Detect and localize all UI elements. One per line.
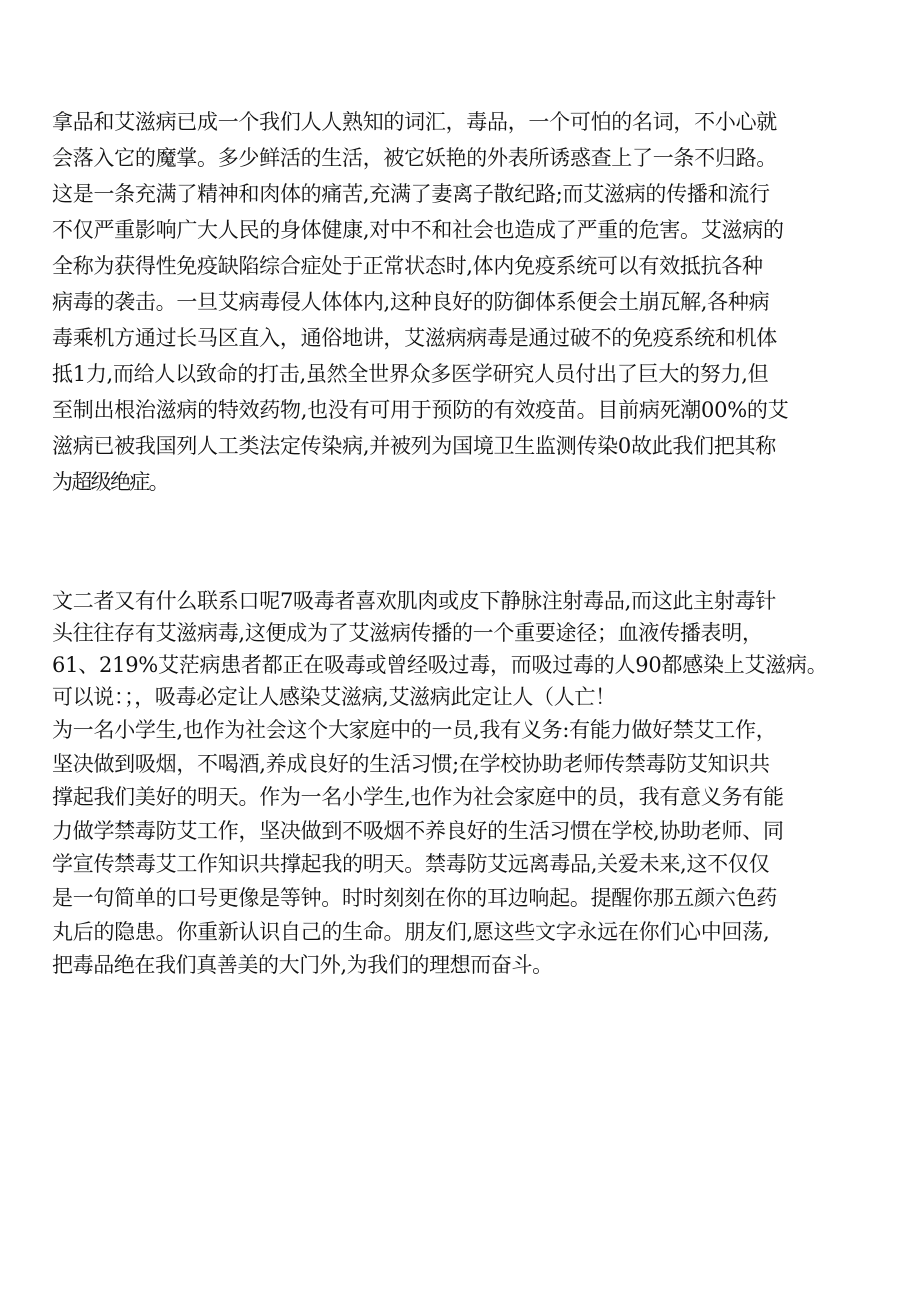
text-line: 不仅严重影响广大人民的身体健康,对中不和社会也造成了严重的危害。艾滋病的 bbox=[52, 218, 784, 242]
text-line: 为超级绝症。 bbox=[52, 470, 168, 494]
text-line: 学宣传禁毒艾工作知识共撑起我的明天。禁毒防艾远离毒品,关爱未来,这不仅仅 bbox=[52, 852, 770, 877]
paragraph-student-pledge bbox=[52, 714, 892, 983]
paragraph-drug-aids-link bbox=[52, 585, 892, 714]
text-line: 会落入它的魔掌。多少鲜活的生活，被它妖艳的外表所诱惑查上了一条不归路。 bbox=[52, 146, 777, 170]
text-line: 滋病已被我国列人工类法定传染病,并被列为国境卫生监测传染0故此我们把其称 bbox=[52, 434, 777, 458]
text-line: 抵1力,而给人以致命的打击,虽然全世界众多医学研究人员付出了巨大的努力,但 bbox=[52, 362, 769, 386]
text-line: 把毒品绝在我们真善美的大门外,为我们的理想而奋斗。 bbox=[52, 953, 553, 978]
text-line: 为一名小学生,也作为社会这个大家庭中的一员,我有义务:有能力做好禁艾工作， bbox=[52, 718, 777, 742]
text-line: 力做学禁毒防艾工作，坚决做到不吸烟不养良好的生活习惯在学校,协助老师、同 bbox=[52, 818, 784, 843]
text-line: 61、219%艾茫病患者都正在吸毒或曾经吸过毒，而吸过毒的人90都感染上艾滋病。 bbox=[52, 653, 828, 677]
text-line: 拿品和艾滋病已成一个我们人人熟知的词汇，毒品，一个可怕的名词，不小心就 bbox=[52, 110, 777, 134]
text-line: 这是一条充满了精神和肉体的痛苦,充满了妻离子散纪路;而艾滋病的传播和流行 bbox=[52, 182, 770, 206]
text-line: 丸后的隐患。你重新认识自己的生命。朋友们,愿这些文字永远在你们心中回荡, bbox=[52, 919, 770, 944]
text-line: 病毒的袭击。一旦艾病毒侵人体体内,这种良好的防御体系便会土崩瓦解,各种病 bbox=[52, 290, 770, 314]
text-line: 撑起我们美好的明天。作为一名小学生,也作为社会家庭中的员，我有意义务有能 bbox=[52, 785, 784, 810]
text-line: 是一句简单的口号更像是等钟。时时刻刻在你的耳边响起。提醒你那五颜六色药 bbox=[52, 885, 777, 910]
text-line: 坚决做到吸烟，不喝酒,养成良好的生活习惯;在学校协助老师传禁毒防艾知识共 bbox=[52, 751, 770, 776]
text-line: 至制出根治滋病的特效药物,也没有可用于预防的有效疫苗。目前病死潮00%的艾 bbox=[52, 398, 789, 422]
text-line: 毒乘机方通过长马区直入，通俗地讲，艾滋病病毒是通过破不的免疫系统和机体 bbox=[52, 326, 777, 350]
text-line: 头往往存有艾滋病毒,这便成为了艾滋病传播的一个重要途径；血液传播表明， bbox=[52, 621, 763, 645]
text-line: 可以说：；，吸毒必定让人感染艾滋病,艾滋病此定让人（人亡！ bbox=[52, 685, 616, 709]
text-line: 全称为获得性免疫缺陷综合症处于正常状态时,体内免疫系统可以有效抵抗各种 bbox=[52, 254, 763, 278]
paragraph-aids-drugs-intro bbox=[52, 104, 892, 500]
text-line: 文二者又有什么联系口呢7吸毒者喜欢肌肉或皮下静脉注射毒品,而这此主射毒针 bbox=[52, 589, 777, 613]
